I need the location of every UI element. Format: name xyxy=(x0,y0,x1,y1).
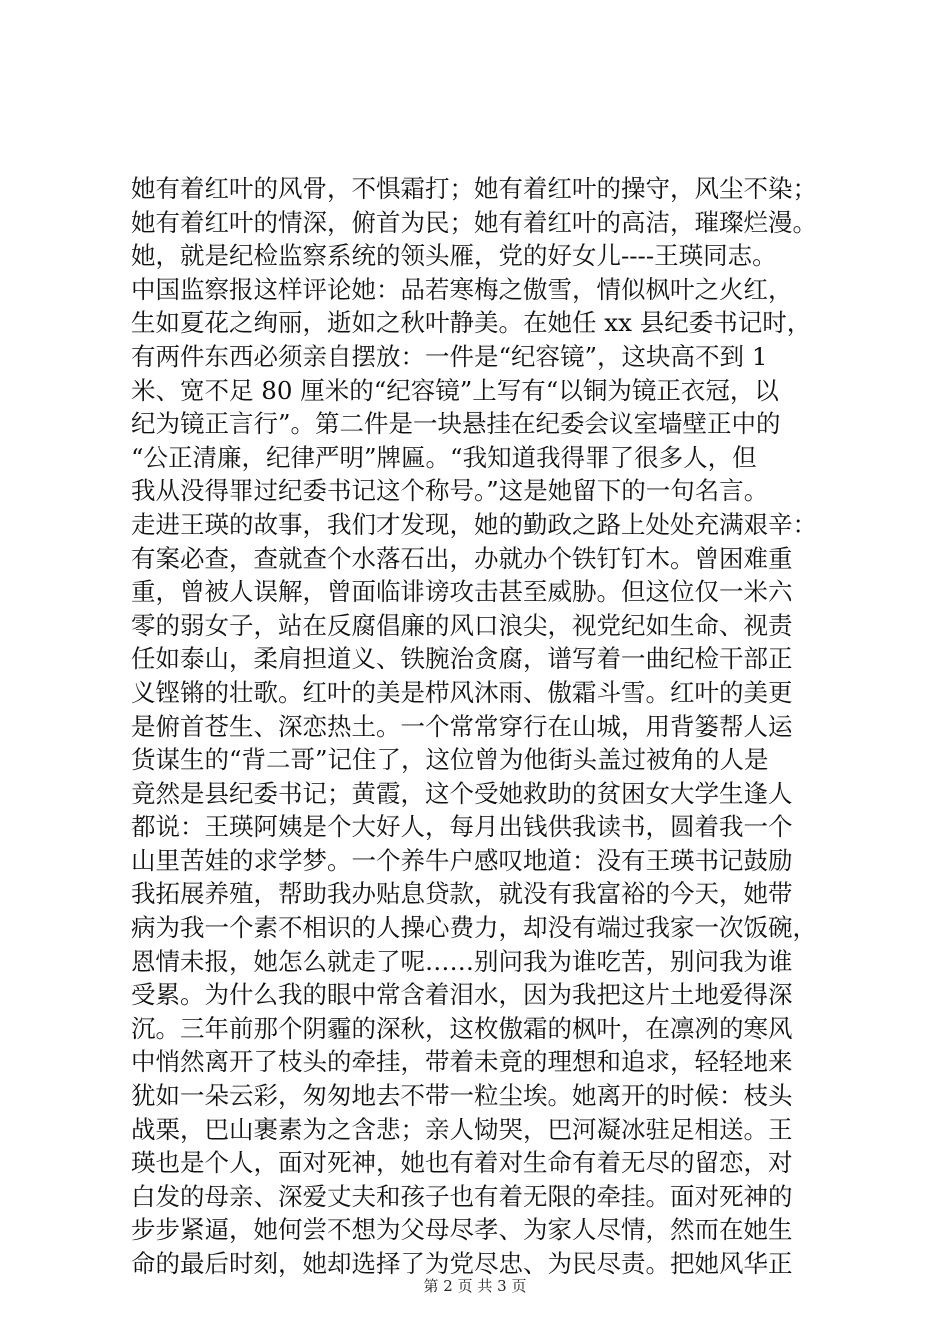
body-text xyxy=(131,172,831,1281)
text-line: 中国监察报这样评论她：品若寒梅之傲雪，情似枫叶之火红， xyxy=(131,274,793,304)
text-line: 她，就是纪检监察系统的领头雁，党的好女儿----王瑛同志。 xyxy=(131,241,777,271)
text-line: 战栗，巴山裹素为之含悲；亲人恸哭，巴河凝冰驻足相送。王 xyxy=(131,1114,793,1144)
text-line: 米、宽不足 80 厘米的“纪容镜”上写有“以铜为镜正衣冠，以 xyxy=(131,375,779,405)
page-footer: 第 2 页 共 3 页 xyxy=(423,1277,527,1295)
text-line: 受累。为什么我的眼中常含着泪水，因为我把这片土地爱得深 xyxy=(131,980,793,1010)
text-line: 零的弱女子，站在反腐倡廉的风口浪尖，视党纪如生命、视责 xyxy=(131,610,793,640)
text-line: 沉。三年前那个阴霾的深秋，这枚傲霜的枫叶，在凛冽的寒风 xyxy=(131,1013,793,1043)
text-line: 她有着红叶的情深，俯首为民；她有着红叶的高洁，璀璨烂漫。 xyxy=(131,207,817,237)
text-line: 任如泰山，柔肩担道义、铁腕治贪腐，谱写着一曲纪检干部正 xyxy=(131,644,793,674)
text-line: 竟然是县纪委书记；黄霞，这个受她救助的贫困女大学生逢人 xyxy=(131,778,793,808)
text-line: 白发的母亲、深爱丈夫和孩子也有着无限的牵挂。面对死神的 xyxy=(131,1181,793,1211)
text-line: 我从没得罪过纪委书记这个称号。”这是她留下的一句名言。 xyxy=(131,476,769,506)
text-line: 是俯首苍生、深恋热土。一个常常穿行在山城，用背篓帮人运 xyxy=(131,711,793,741)
text-line: 有两件东西必须亲自摆放：一件是“纪容镜”，这块高不到 1 xyxy=(131,341,768,371)
text-line: 步步紧逼，她何尝不想为父母尽孝、为家人尽情，然而在她生 xyxy=(131,1215,793,1245)
text-line: 恩情未报，她怎么就走了呢……别问我为谁吃苦，别问我为谁 xyxy=(131,946,793,976)
text-line: 有案必查，查就查个水落石出，办就办个铁钉钉木。曾困难重 xyxy=(131,543,793,573)
text-line: 货谋生的“背二哥”记住了，这位曾为他街头盖过被角的人是 xyxy=(131,745,769,775)
text-line: 都说：王瑛阿姨是个大好人，每月出钱供我读书，圆着我一个 xyxy=(131,812,793,842)
text-line: 瑛也是个人，面对死神，她也有着对生命有着无尽的留恋，对 xyxy=(131,1148,793,1178)
text-line: 她有着红叶的风骨，不惧霜打；她有着红叶的操守，风尘不染； xyxy=(131,174,817,203)
text-line: 中悄然离开了枝头的牵挂，带着未竟的理想和追求，轻轻地来 xyxy=(131,1047,793,1077)
text-line: 病为我一个素不相识的人操心费力，却没有端过我家一次饭碗， xyxy=(131,913,817,943)
text-line: 义铿锵的壮歌。红叶的美是栉风沐雨、傲霜斗雪。红叶的美更 xyxy=(131,677,793,707)
text-line: 山里苦娃的求学梦。一个养牛户感叹地道：没有王瑛书记鼓励 xyxy=(131,845,793,875)
text-line: 纪为镜正言行”。第二件是一块悬挂在纪委会议室墙壁正中的 xyxy=(131,409,781,439)
text-line: 犹如一朵云彩，匆匆地去不带一粒尘埃。她离开的时候：枝头 xyxy=(131,1081,793,1111)
text-line: 走进王瑛的故事，我们才发现，她的勤政之路上处处充满艰辛： xyxy=(131,509,817,539)
text-line: 生如夏花之绚丽，逝如之秋叶静美。在她任 xx 县纪委书记时， xyxy=(131,308,812,338)
text-line: 我拓展养殖，帮助我办贴息贷款，就没有我富裕的今天，她带 xyxy=(131,879,793,909)
text-line: 重，曾被人误解，曾面临诽谤攻击甚至威胁。但这位仅一米六 xyxy=(131,577,793,607)
text-line: 命的最后时刻，她却选择了为党尽忠、为民尽责。把她风华正 xyxy=(131,1249,793,1278)
text-line: “公正清廉，纪律严明”牌匾。“我知道我得罪了很多人，但 xyxy=(131,442,757,472)
